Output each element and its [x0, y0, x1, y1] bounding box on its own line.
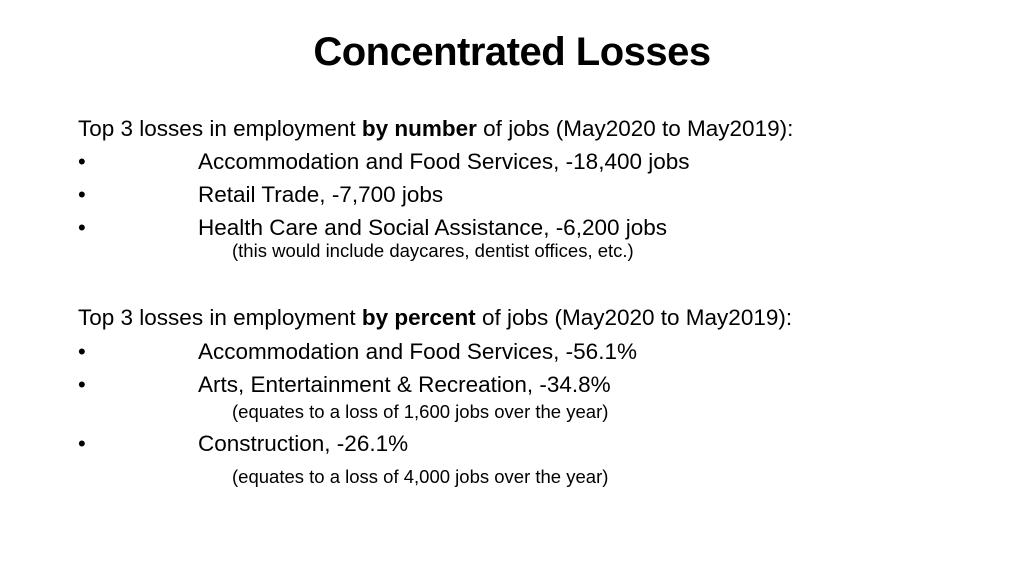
bullet-marker: • [78, 215, 86, 240]
list-item-note: (equates to a loss of 1,600 jobs over the year) [232, 401, 609, 422]
section-number-intro-after: of jobs (May2020 to May2019): [476, 116, 794, 141]
list-item-percent-2: Arts, Entertainment & Recreation, -34.8% [198, 372, 611, 397]
slide-title: Concentrated Losses [313, 30, 711, 74]
list-item-percent-3: Construction, -26.1% [198, 431, 409, 456]
list-item-number-1: Accommodation and Food Services, -18,400 jobs [198, 149, 690, 174]
section-percent-heading [78, 307, 792, 330]
bullet-marker: • [78, 149, 86, 174]
section-number-intro-bold: by number [361, 116, 477, 141]
bullet-marker: • [78, 182, 86, 207]
section-number-intro-before: Top 3 losses in employment [78, 116, 362, 141]
list-item-percent-1: Accommodation and Food Services, -56.1% [198, 339, 637, 364]
list-item-note: (equates to a loss of 4,000 jobs over the year) [232, 466, 609, 487]
list-item-number-2: Retail Trade, -7,700 jobs [198, 182, 444, 207]
list-item-note: (this would include daycares, dentist offices, etc.) [232, 240, 634, 261]
list-item-number-3: Health Care and Social Assistance, -6,200 jobs [198, 215, 668, 240]
section-percent-intro-bold: by percent [361, 305, 476, 330]
section-percent-intro-after: of jobs (May2020 to May2019): [475, 305, 793, 330]
section-percent-intro-before: Top 3 losses in employment [78, 305, 362, 330]
bullet-marker: • [78, 372, 86, 397]
bullet-marker: • [78, 339, 86, 364]
bullet-marker: • [78, 431, 86, 456]
section-number-heading [78, 118, 793, 141]
